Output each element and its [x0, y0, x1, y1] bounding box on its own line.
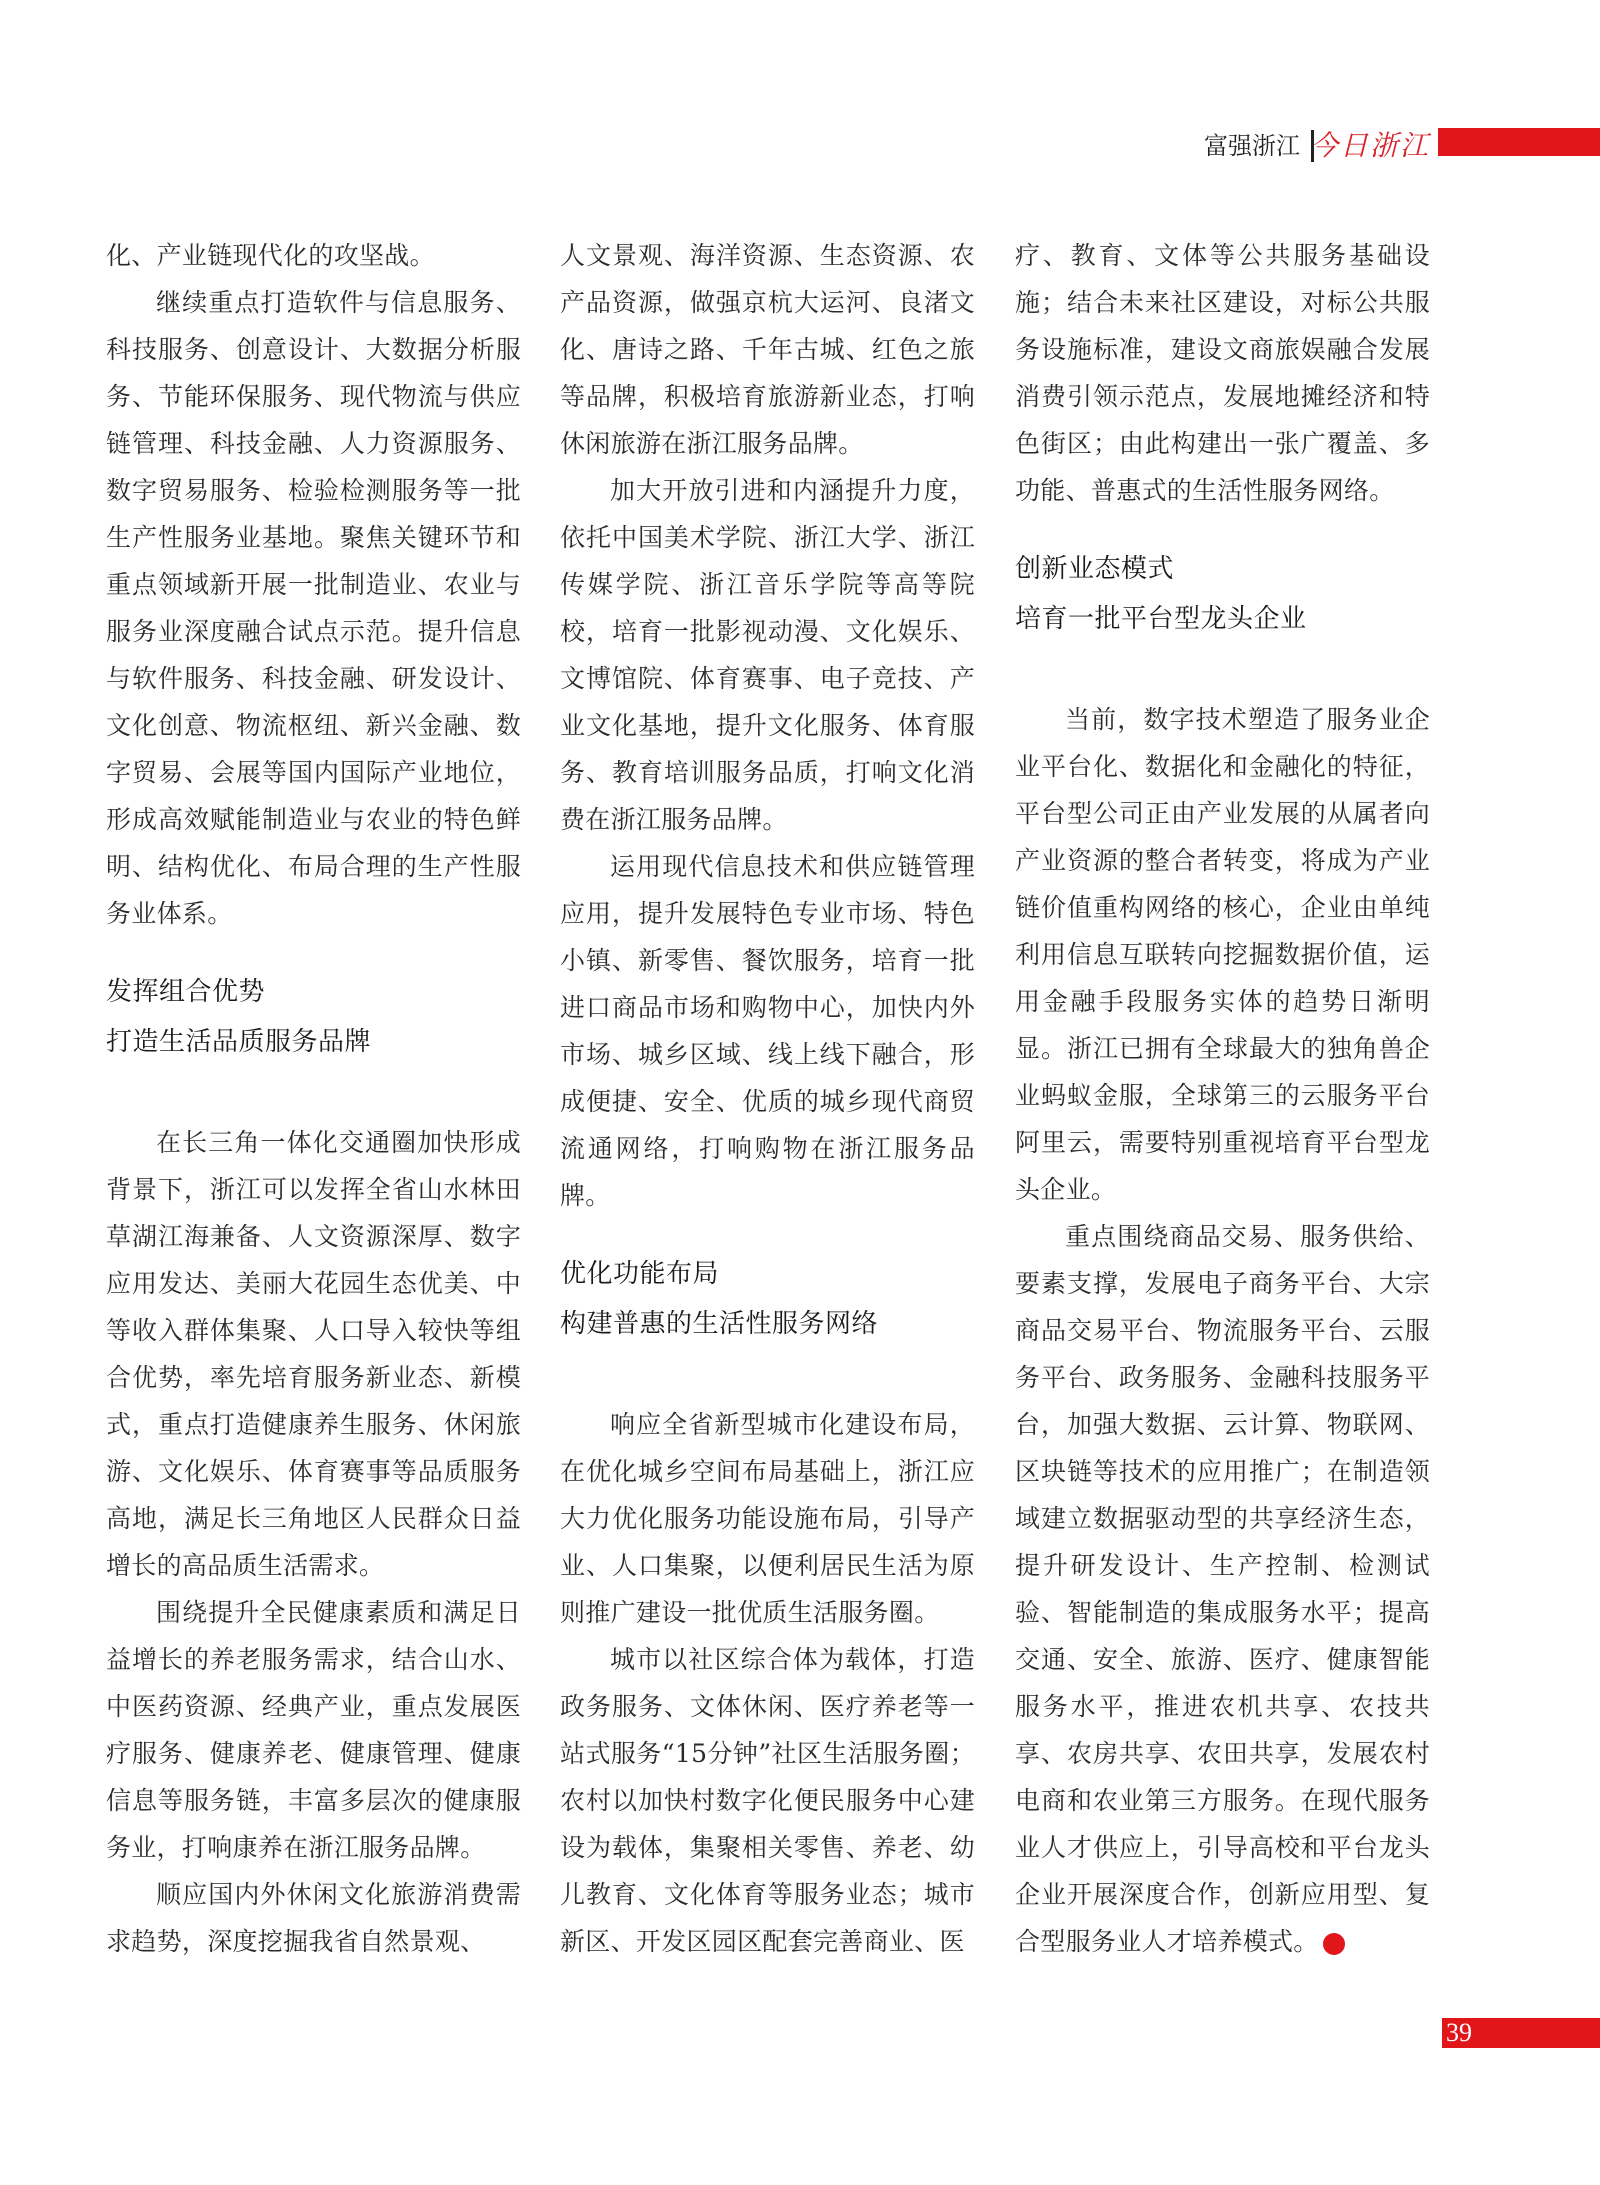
heading-line: 创新业态模式 — [1015, 554, 1175, 584]
paragraph-text: 在长三角一体化交通圈加快形成背景下，浙江可以发挥全省山水林田草湖江海兼备、人文资源深厚、数字应用发达、美丽大花园生态优美、中等收入群体集聚、人口导入较快等组合优势，率先培育服务新业态、新模式，重点打造健康养生服务、休闲旅游、文化娱乐、体育赛事等品质服务高地，满足长三角地区人民群众日益增长的高品质生活需求。 — [106, 1128, 521, 1580]
heading-line: 发挥组合优势 — [106, 977, 266, 1007]
body-paragraph — [106, 279, 521, 937]
paragraph-text: 加大开放引进和内涵提升力度，依托中国美术学院、浙江大学、浙江传媒学院、浙江音乐学院等高等院校，培育一批影视动漫、文化娱乐、文博馆院、体育赛事、电子竞技、产业文化基地，提升文化服务、体育服务、教育培训服务品质，打响文化消费在浙江服务品牌。 — [560, 476, 975, 834]
body-paragraph — [106, 1589, 521, 1871]
section-heading — [1015, 544, 1430, 644]
paragraph-text: 运用现代信息技术和供应链管理应用，提升发展特色专业市场、特色小镇、新零售、餐饮服务，培育一批进口商品市场和购物中心，加快内外市场、城乡区域、线上线下融合，形成便捷、安全、优质的城乡现代商贸流通网络，打响购物在浙江服务品牌。 — [560, 852, 975, 1210]
body-paragraph — [560, 843, 975, 1219]
end-mark-icon: 今 — [1323, 1933, 1345, 1955]
paragraph-text: 人文景观、海洋资源、生态资源、农产品资源，做强京杭大运河、良渚文化、唐诗之路、千年古城、红色之旅等品牌，积极培育旅游新业态，打响休闲旅游在浙江服务品牌。 — [560, 241, 975, 458]
section-heading — [560, 1249, 975, 1349]
column-1 — [106, 232, 521, 1965]
body-paragraph — [560, 1636, 975, 1965]
paragraph-text: 重点围绕商品交易、服务供给、要素支撑，发展电子商务平台、大宗商品交易平台、物流服务平台、云服务平台、政务服务、金融科技服务平台，加强大数据、云计算、物联网、区块链等技术的应用推广；在制造领域建立数据驱动型的共享经济生态，提升研发设计、生产控制、检测试验、智能制造的集成服务水平；提高交通、安全、旅游、医疗、健康智能服务水平，推进农机共享、农技共享、农房共享、农田共享，发展农村电商和农业第三方服务。在现代服务业人才供应上，引导高校和平台龙头企业开展深度合作，创新应用型、复合型服务业人才培养模式。 — [1015, 1222, 1430, 1956]
paragraph-text: 化、产业链现代化的攻坚战。 — [106, 241, 435, 270]
body-paragraph — [560, 232, 975, 467]
heading-line: 培育一批平台型龙头企业 — [1015, 604, 1307, 634]
page-header — [0, 128, 1600, 164]
header-red-bar — [1438, 128, 1600, 156]
body-paragraph — [560, 1401, 975, 1636]
paragraph-text: 围绕提升全民健康素质和满足日益增长的养老服务需求，结合山水、中医药资源、经典产业，重点发展医疗服务、健康养老、健康管理、健康信息等服务链，丰富多层次的健康服务业，打响康养在浙江服务品牌。 — [106, 1598, 521, 1862]
body-paragraph — [1015, 696, 1430, 1213]
section-title: 富强浙江 — [1204, 132, 1300, 160]
paragraph-text: 疗、教育、文体等公共服务基础设施；结合未来社区建设，对标公共服务设施标准，建设文商旅娱融合发展消费引领示范点，发展地摊经济和特色街区；由此构建出一张广覆盖、多功能、普惠式的生活性服务网络。 — [1015, 241, 1430, 505]
body-paragraph — [560, 467, 975, 843]
paragraph-text: 继续重点打造软件与信息服务、科技服务、创意设计、大数据分析服务、节能环保服务、现代物流与供应链管理、科技金融、人力资源服务、数字贸易服务、检验检测服务等一批生产性服务业基地。聚焦关键环节和重点领域新开展一批制造业、农业与服务业深度融合试点示范。提升信息与软件服务、科技金融、研发设计、文化创意、物流枢纽、新兴金融、数字贸易、会展等国内国际产业地位，形成高效赋能制造业与农业的特色鲜明、结构优化、布局合理的生产性服务业体系。 — [106, 288, 521, 928]
heading-line: 构建普惠的生活性服务网络 — [560, 1309, 879, 1339]
section-heading — [106, 967, 521, 1067]
column-3 — [1015, 232, 1430, 1965]
heading-line: 优化功能布局 — [560, 1259, 720, 1289]
paragraph-text: 顺应国内外休闲文化旅游消费需求趋势，深度挖掘我省自然景观、 — [106, 1880, 521, 1956]
column-2 — [560, 232, 975, 1965]
magazine-logo: 今日浙江 — [1309, 129, 1430, 162]
body-paragraph — [106, 1119, 521, 1589]
body-paragraph — [1015, 232, 1430, 514]
body-paragraph — [106, 232, 521, 279]
page-number: 39 — [1446, 2018, 1472, 2047]
paragraph-text: 响应全省新型城市化建设布局，在优化城乡空间布局基础上，浙江应大力优化服务功能设施布局，引导产业、人口集聚，以便利居民生活为原则推广建设一批优质生活服务圈。 — [560, 1410, 975, 1627]
body-paragraph — [106, 1871, 521, 1965]
heading-line: 打造生活品质服务品牌 — [106, 1027, 372, 1057]
paragraph-text: 当前，数字技术塑造了服务业企业平台化、数据化和金融化的特征，平台型公司正由产业发展的从属者向产业资源的整合者转变，将成为产业链价值重构网络的核心，企业由单纯利用信息互联转向挖掘数据价值，运用金融手段服务实体的趋势日渐明显。浙江已拥有全球最大的独角兽企业蚂蚁金服，全球第三的云服务平台阿里云，需要特别重视培育平台型龙头企业。 — [1015, 705, 1430, 1204]
paragraph-text: 城市以社区综合体为载体，打造政务服务、文体休闲、医疗养老等一站式服务“15分钟”社区生活服务圈；农村以加快村数字化便民服务中心建设为载体，集聚相关零售、养老、幼儿教育、文化体育等服务业态；城市新区、开发区园区配套完善商业、医 — [560, 1645, 975, 1956]
body-paragraph — [1015, 1213, 1430, 1965]
